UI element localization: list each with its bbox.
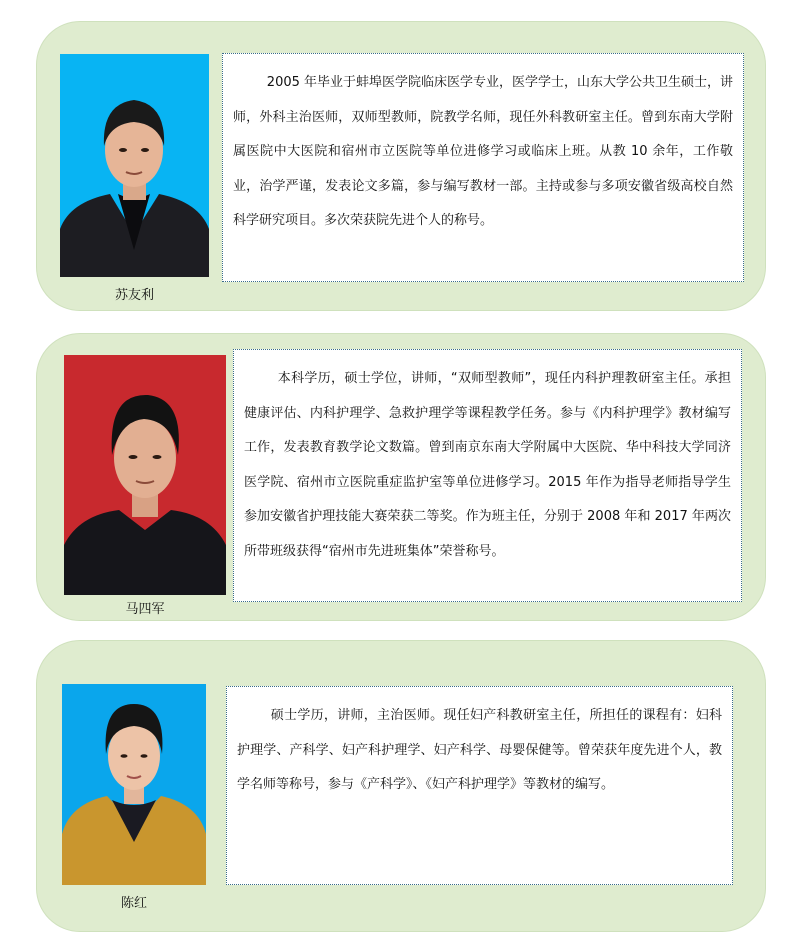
- profile-photo-1: [60, 54, 209, 277]
- profile-bio-3: [226, 686, 733, 885]
- profile-bio-1: [222, 53, 744, 282]
- profile-name-2: 马四军: [125, 602, 165, 617]
- profile-bio-text-3: 硕士学历，讲师，主治医师。现任妇产科教研室主任，所担任的课程有：妇科护理学、产科学、妇产科护理学、妇产科学、母婴保健等。曾荣获年度先进个人，教学名师等称号，参与《产科学》、《妇产科护理学》等教材的编写。: [237, 708, 722, 792]
- profile-name-3: 陈红: [120, 896, 147, 911]
- profile-bio-text-2: 本科学历，硕士学位，讲师，“双师型教师”，现任内科护理教研室主任。承担健康评估、内科护理学、急救护理学等课程教学任务。参与《内科护理学》教材编写工作，发表教育教学论文数篇。曾到南京东南大学附属中大医院、华中科技大学同济医学院、宿州市立医院重症监护室等单位进修学习。2015 年作为指导老师指导学生参加安徽省护理技能大赛荣获二等奖。作为班主任，分别于 2008 年和 2017 年两次所带班级获得“宿州市先进班集体”荣誉称号。: [244, 371, 731, 559]
- profile-name-1: 苏友利: [114, 288, 154, 303]
- profile-photo-2: [64, 355, 226, 595]
- profile-photo-3: [62, 684, 206, 885]
- profile-bio-2: [233, 349, 742, 602]
- profile-bio-text-1: 2005 年毕业于蚌埠医学院临床医学专业，医学学士，山东大学公共卫生硕士，讲师，外科主治医师，双师型教师，院教学名师，现任外科教研室主任。曾到东南大学附属医院中大医院和宿州市立医院等单位进修学习或临床上班。从教 10 余年，工作敬业，治学严谨，发表论文多篇，参与编写教材一部。主持或参与多项安徽省级高校自然科学研究项目。多次荣获院先进个人的称号。: [233, 75, 734, 228]
